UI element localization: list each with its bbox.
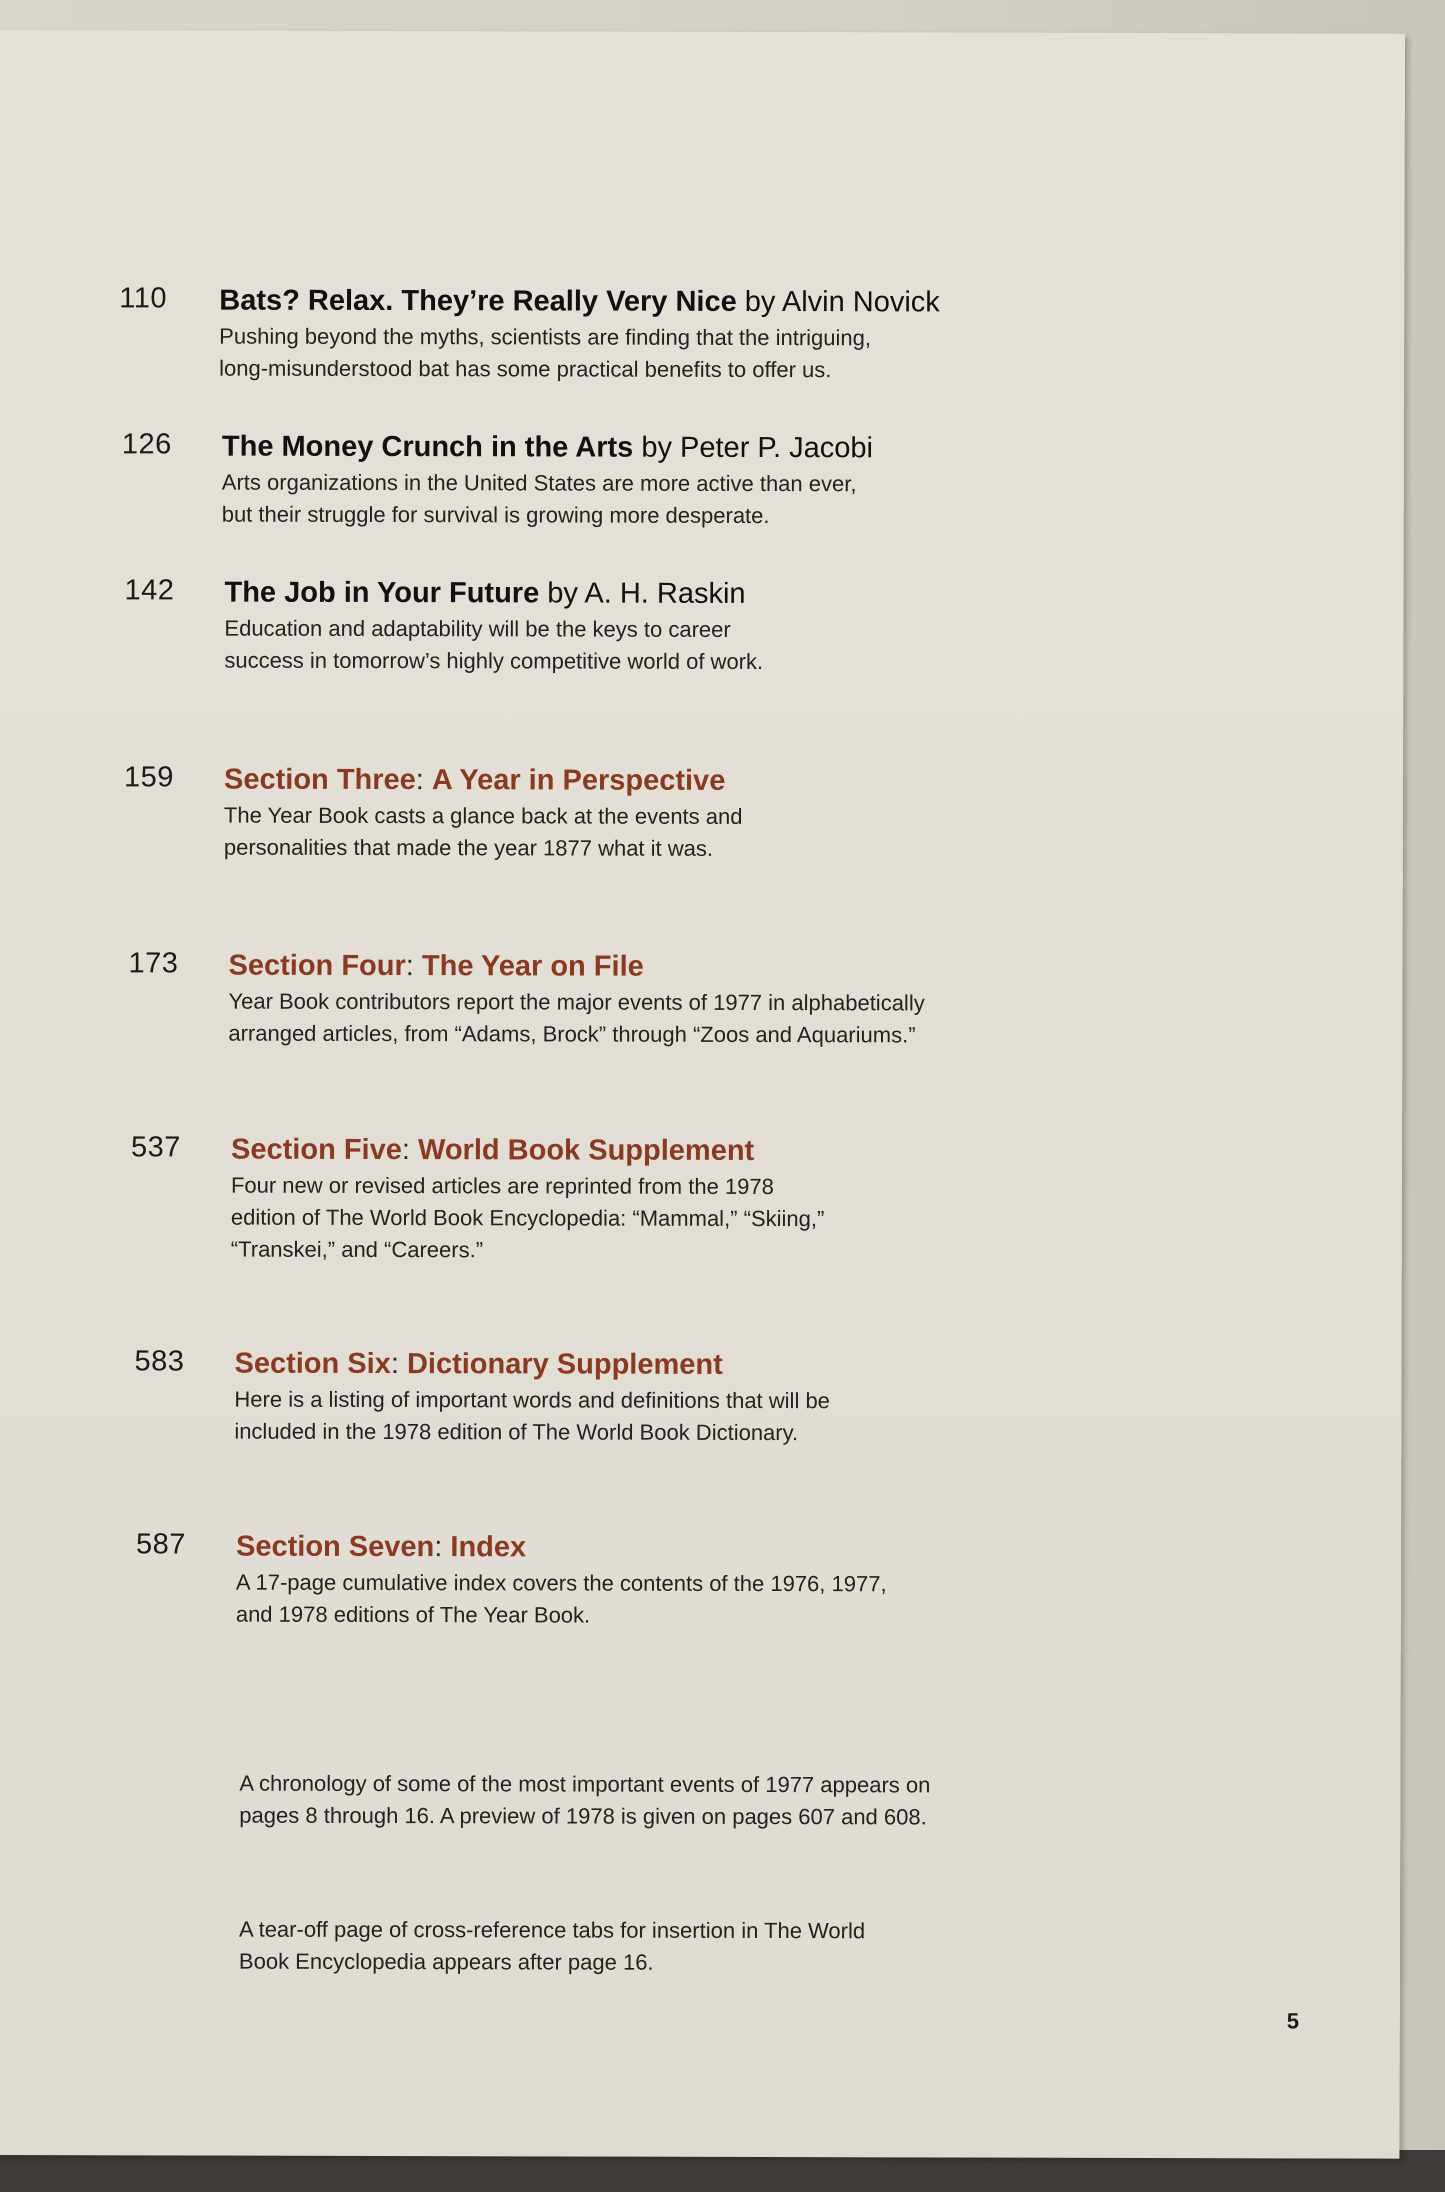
description-line: A 17-page cumulative index covers the contents of the 1976, 1977, bbox=[235, 1569, 887, 1597]
page-number: 537 bbox=[131, 1131, 182, 1164]
section-title-line bbox=[224, 762, 1044, 800]
page-number: 126 bbox=[121, 428, 172, 461]
article-byline: by Peter P. Jacobi bbox=[633, 431, 874, 465]
section-title: Index bbox=[450, 1531, 527, 1564]
description-line: Year Book contributors report the major events of 1977 in alphabetically bbox=[228, 988, 925, 1016]
page-number: 587 bbox=[135, 1528, 186, 1561]
page-number: 159 bbox=[124, 761, 174, 794]
section-colon: : bbox=[401, 1134, 419, 1167]
section-label: Section Seven bbox=[235, 1530, 435, 1564]
description-line: arranged articles, from “Adams, Brock” through “Zoos and Aquariums.” bbox=[228, 1020, 916, 1048]
description-line: Arts organizations in the United States are more active than ever, bbox=[221, 469, 857, 497]
entry-body bbox=[219, 283, 1039, 387]
contents-page bbox=[0, 30, 1405, 2159]
section-title: A Year in Perspective bbox=[431, 764, 726, 797]
article-byline: by A. H. Raskin bbox=[539, 577, 746, 610]
description-line: Education and adaptability will be the keys to career bbox=[224, 615, 731, 642]
description-line: The Year Book casts a glance back at the events and bbox=[223, 802, 743, 829]
description-line: and 1978 editions of The Year Book. bbox=[235, 1601, 591, 1628]
description-line: Four new or revised articles are reprinted from the 1978 bbox=[230, 1172, 774, 1200]
description-line: Here is a listing of important words and definitions that will be bbox=[234, 1386, 830, 1414]
note-line: Book Encyclopedia appears after page 16. bbox=[238, 1948, 654, 1975]
section-entry bbox=[128, 947, 1029, 1048]
section-title-line bbox=[234, 1346, 1054, 1384]
entry-title-line bbox=[224, 575, 1044, 613]
note-line: pages 8 through 16. A preview of 1978 is given on pages 607 and 608. bbox=[239, 1802, 927, 1830]
section-title-line bbox=[231, 1132, 1051, 1170]
entry-title-line bbox=[219, 283, 1039, 321]
section-entry bbox=[134, 1345, 1035, 1446]
entry-body bbox=[231, 1132, 1051, 1268]
description-line: “Transkei,” and “Careers.” bbox=[230, 1236, 484, 1263]
contents-entry bbox=[121, 428, 1022, 529]
description-line: included in the 1978 edition of The World Book Dictionary. bbox=[234, 1418, 799, 1446]
article-title: Bats? Relax. They’re Really Very Nice bbox=[219, 284, 737, 318]
section-label: Section Three bbox=[223, 763, 416, 797]
section-description bbox=[231, 1170, 1051, 1268]
section-label: Section Four bbox=[228, 949, 406, 983]
article-description bbox=[224, 613, 1044, 679]
section-title: World Book Supplement bbox=[417, 1134, 755, 1167]
section-description bbox=[234, 1384, 1054, 1450]
description-line: but their struggle for survival is growing more desperate. bbox=[221, 501, 770, 529]
page-number: 173 bbox=[128, 947, 179, 980]
section-description bbox=[236, 1567, 1056, 1633]
article-description bbox=[222, 467, 1042, 533]
page-folio-number: 5 bbox=[1286, 2008, 1300, 2034]
section-label: Section Five bbox=[231, 1133, 402, 1167]
section-title: Dictionary Supplement bbox=[406, 1348, 723, 1381]
note-line: A chronology of some of the most important events of 1977 appears on bbox=[239, 1770, 931, 1798]
entry-body bbox=[222, 429, 1042, 533]
article-byline: by Alvin Novick bbox=[736, 285, 940, 319]
description-line: edition of The World Book Encyclopedia: “Mammal,” “Skiing,” bbox=[230, 1204, 825, 1232]
section-title-line bbox=[229, 948, 1049, 986]
entry-body bbox=[236, 1529, 1056, 1633]
page-number: 142 bbox=[124, 574, 175, 607]
tear-off-note bbox=[239, 1914, 865, 1980]
entry-body bbox=[224, 762, 1044, 866]
section-entry bbox=[124, 761, 1024, 861]
page-number: 110 bbox=[119, 282, 168, 315]
section-entry bbox=[131, 1131, 1031, 1263]
article-title: The Money Crunch in the Arts bbox=[221, 430, 634, 464]
page-number: 583 bbox=[134, 1345, 185, 1378]
description-line: Pushing beyond the myths, scientists are finding that the intriguing, bbox=[219, 323, 872, 351]
section-label: Section Six bbox=[234, 1347, 391, 1381]
section-description bbox=[228, 986, 1048, 1052]
chronology-note bbox=[239, 1768, 930, 1834]
entry-title-line bbox=[222, 429, 1042, 467]
section-colon: : bbox=[434, 1531, 451, 1564]
article-title: The Job in Your Future bbox=[224, 576, 540, 610]
article-description bbox=[219, 321, 1039, 387]
section-colon: : bbox=[405, 950, 422, 983]
description-line: long-misunderstood bat has some practical benefits to offer us. bbox=[219, 355, 832, 383]
section-description bbox=[224, 800, 1044, 866]
section-colon: : bbox=[415, 764, 432, 797]
section-entry bbox=[135, 1528, 1036, 1628]
entry-body bbox=[228, 948, 1048, 1052]
section-title: The Year on File bbox=[421, 950, 644, 983]
contents-entry bbox=[119, 282, 1019, 383]
entry-body bbox=[234, 1346, 1054, 1450]
section-title-line bbox=[236, 1529, 1056, 1567]
description-line: personalities that made the year 1877 what it was. bbox=[223, 834, 714, 861]
note-line: A tear-off page of cross-reference tabs for insertion in The World bbox=[238, 1916, 866, 1944]
entry-body bbox=[224, 575, 1044, 679]
section-colon: : bbox=[390, 1348, 408, 1381]
contents-entry bbox=[124, 574, 1025, 675]
description-line: success in tomorrow’s highly competitive world of work. bbox=[224, 647, 764, 675]
